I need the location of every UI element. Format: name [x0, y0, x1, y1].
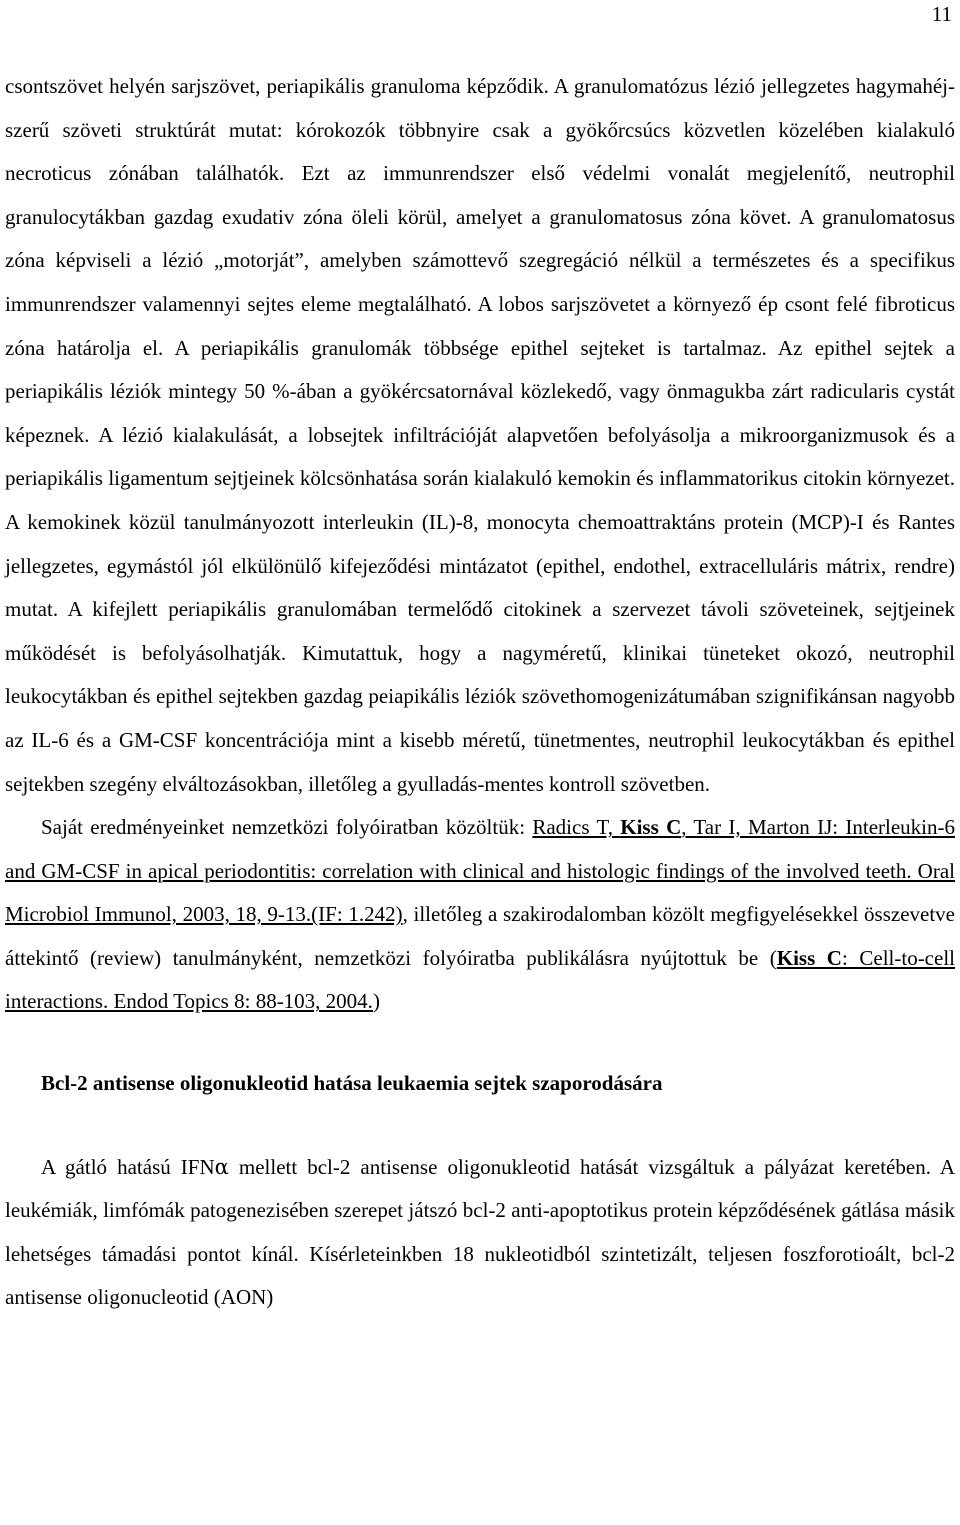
- paragraph-publications: [5, 806, 955, 1024]
- publication-intro: Saját eredményeinket nemzetközi folyóiratban közöltük:: [41, 815, 533, 840]
- paragraph-granuloma: csontszövet helyén sarjszövet, periapikális granuloma képződik. A granulomatózus lézió jellegzetes hagymahéj-szerű szöveti struktúrát mutat: kórokozók többnyire csak a gyökőrcsúcs közvetlen közelében kialakuló necroticus zónában találhatók. Ezt az immunrendszer első védelmi vonalát megjelenítő, neutrophil granulocytákban gazdag exudativ zóna öleli körül, amelyet a granulomatosus zóna követ. A granulomatosus zóna képviseli a lézió „motorját”, amelyben számottevő szegregáció nélkül a természetes és a specifikus immunrendszer valamennyi sejtes eleme megtalálható. A lobos sarjszövetet a környező ép csont felé fibroticus zóna határolja el. A periapikális granulomák többsége epithel sejteket is tartalmaz. Az epithel sejtek a periapikális léziók mintegy 50 %-ában a gyökércsatornával közlekedő, vagy önmagukba zárt radicularis cystát képeznek. A lézió kialakulását, a lobsejtek infiltrációját alapvetően befolyásolja a mikroorganizmusok és a periapikális ligamentum sejtjeinek kölcsönhatása során kialakuló kemokin és inflammatorikus citokin környezet. A kemokinek közül tanulmányozott interleukin (IL)-8, monocyta chemoattraktáns protein (MCP)-I és Rantes jellegzetes, egymástól jól elkülönülő kifejeződési mintázatot (epithel, endothel, extracelluláris mátrix, rendre) mutat. A kifejlett periapikális granulomában termelődő citokinek a szervezet távoli szöveteinek, sejtjeinek működését is befolyásolhatják. Kimutattuk, hogy a nagyméretű, klinikai tüneteket okozó, neutrophil leukocytákban és epithel sejtekben gazdag peiapikális léziók szövethomogenizátumában szignifikánsan nagyobb az IL-6 és a GM-CSF koncentrációja mint a kisebb méretű, tünetmentes, neutrophil leukocytákban és epithel sejtekben szegény elváltozásokban, illetőleg a gyulladás-mentes kontroll szövetben.: [5, 74, 955, 796]
- document-body: [5, 65, 955, 1320]
- review-details: : Cell-to-cell interactions. Endod Topics 8: 88-103, 2004.: [5, 945, 955, 1014]
- paragraph-bcl2: [5, 1146, 955, 1320]
- bcl2-text-start: A gátló hatású IFN: [41, 1154, 215, 1179]
- reference-details: , Tar I, Marton IJ: Interleukin-6 and GM-CSF in apical periodontitis: correlation with clinical and histologic findings of the involved teeth. Oral Microbiol Immunol, 2003, 18, 9-13.(IF: 1.242): [5, 815, 955, 927]
- section-heading: Bcl-2 antisense oligonukleotid hatása leukaemia sejtek szaporodására: [41, 1071, 663, 1096]
- reference-author-kiss: Kiss C: [620, 815, 682, 840]
- publication-middle: , illetőleg a szakirodalomban közölt megfigyelésekkel összevetve áttekintő (review) tanulmányként, nemzetközi folyóiratba publikálásra nyújtottuk be (: [5, 902, 955, 970]
- publication-end: ): [372, 989, 380, 1014]
- page-number: 11: [931, 2, 952, 26]
- bcl2-text-rest: mellett bcl-2 antisense oligonukleotid hatását vizsgáltuk a pályázat keretében. A leukémiák, limfómák patogenezisében szerepet játszó bcl-2 anti-apoptotikus protein képződésének gátlása másik lehetséges támadási pontot kínál. Kísérleteinkben 18 nukleotidból szintetizált, teljesen foszforotioált, bcl-2 antisense oligonucleotid (AON): [5, 1154, 956, 1310]
- alpha-symbol: α: [214, 1154, 229, 1179]
- reference-authors: Radics T,: [532, 815, 621, 840]
- review-author-kiss: Kiss C: [776, 945, 842, 970]
